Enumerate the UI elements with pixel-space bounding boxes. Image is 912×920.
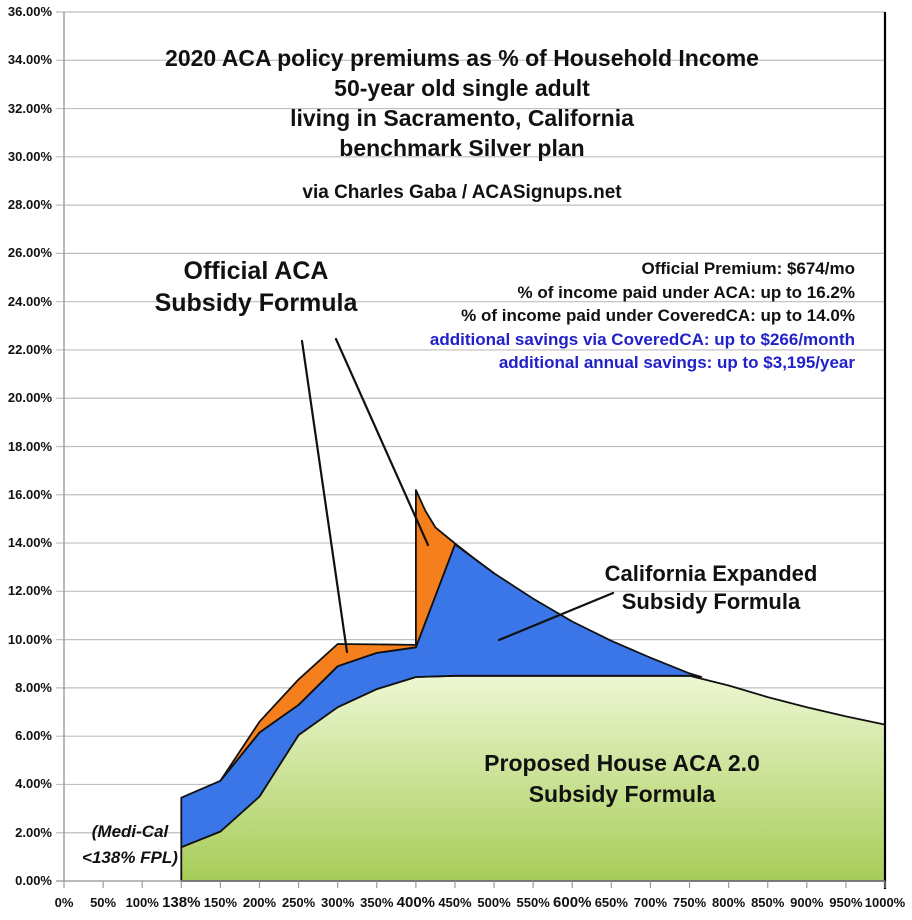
y-axis-tick-label: 34.00% [7,52,52,68]
y-axis-tick-label: 36.00% [7,4,52,19]
x-axis-tick-label: 300% [321,895,355,910]
y-axis-tick-label: 26.00% [7,245,52,261]
y-axis-tick-label: 12.00% [7,583,52,599]
label-medical-line1: (Medi-Cal [91,822,169,841]
y-axis-tick-label: 4.00% [15,776,52,792]
label-california-line2: Subsidy Formula [621,589,801,614]
y-axis-tick-label: 30.00% [7,148,52,164]
y-axis-tick-label: 16.00% [7,486,52,502]
x-axis-tick-label: 100% [125,895,159,910]
x-axis-tick-label: 600% [553,894,592,911]
chart-title-line-1: 2020 ACA policy premiums as % of Household Income [165,45,759,71]
stat-annual-savings: additional annual savings: up to $3,195/year [498,353,855,372]
y-axis-tick-label: 32.00% [7,100,52,116]
y-axis-tick-label: 2.00% [15,824,52,840]
x-axis-tick-label: 800% [711,895,746,910]
y-axis-tick-label: 10.00% [7,631,52,647]
y-axis-tick-label: 24.00% [7,293,52,309]
y-axis-tick-label: 0.00% [15,873,52,888]
x-axis-tick-label: 400% [396,894,436,911]
x-axis-tick-label: 200% [242,895,277,910]
x-axis-tick-label: 50% [90,895,117,910]
label-official-aca-line2: Subsidy Formula [154,289,358,317]
y-axis-tick-label: 28.00% [7,197,52,213]
label-house-line1: Proposed House ACA 2.0 [484,750,760,776]
x-axis-tick-label: 850% [751,895,785,910]
y-axis-tick-label: 14.00% [7,535,52,551]
x-axis-tick-label: 250% [281,895,316,910]
label-medical-line2: <138% FPL) [82,848,178,867]
x-axis-tick-label: 138% [162,894,201,911]
y-axis-tick-label: 22.00% [7,341,52,357]
x-axis-tick-label: 750% [672,895,707,910]
x-axis-tick-label: 650% [594,895,628,910]
official-aca-pointer-1 [302,341,347,652]
chart-title-line-2: 50-year old single adult [334,75,590,101]
label-official-aca-line1: Official ACA [183,257,329,285]
chart-title-line-3: living in Sacramento, California [290,105,634,131]
y-axis-tick-label: 8.00% [15,679,52,695]
stat-coveredca-percent: % of income paid under CoveredCA: up to 14.0% [461,306,855,325]
x-axis-tick-label: 900% [790,895,824,910]
y-axis-tick-label: 20.00% [7,390,52,406]
label-california-line1: California Expanded [604,561,818,586]
label-house-line2: Subsidy Formula [528,781,716,807]
x-axis-tick-label: 700% [633,895,668,910]
stat-monthly-savings: additional savings via CoveredCA: up to $266/month [429,329,855,349]
x-axis-tick-label: 500% [477,895,511,910]
chart-credit: via Charles Gaba / ACASignups.net [302,182,622,203]
x-axis-tick-label: 450% [438,895,472,910]
x-axis-tick-label: 550% [516,895,550,910]
stat-aca-percent: % of income paid under ACA: up to 16.2% [517,282,855,302]
x-axis-tick-label: 0% [54,895,74,910]
x-axis-tick-label: 350% [360,895,394,910]
chart-title-line-4: benchmark Silver plan [339,135,585,161]
stat-official-premium: Official Premium: $674/mo [641,259,855,278]
y-axis-tick-label: 18.00% [7,438,52,454]
x-axis-tick-label: 1000% [864,895,906,910]
y-axis-tick-label: 6.00% [15,728,52,744]
x-axis-tick-label: 150% [203,895,237,910]
x-axis-tick-label: 950% [829,895,863,910]
official-aca-pointer-2 [336,339,428,545]
